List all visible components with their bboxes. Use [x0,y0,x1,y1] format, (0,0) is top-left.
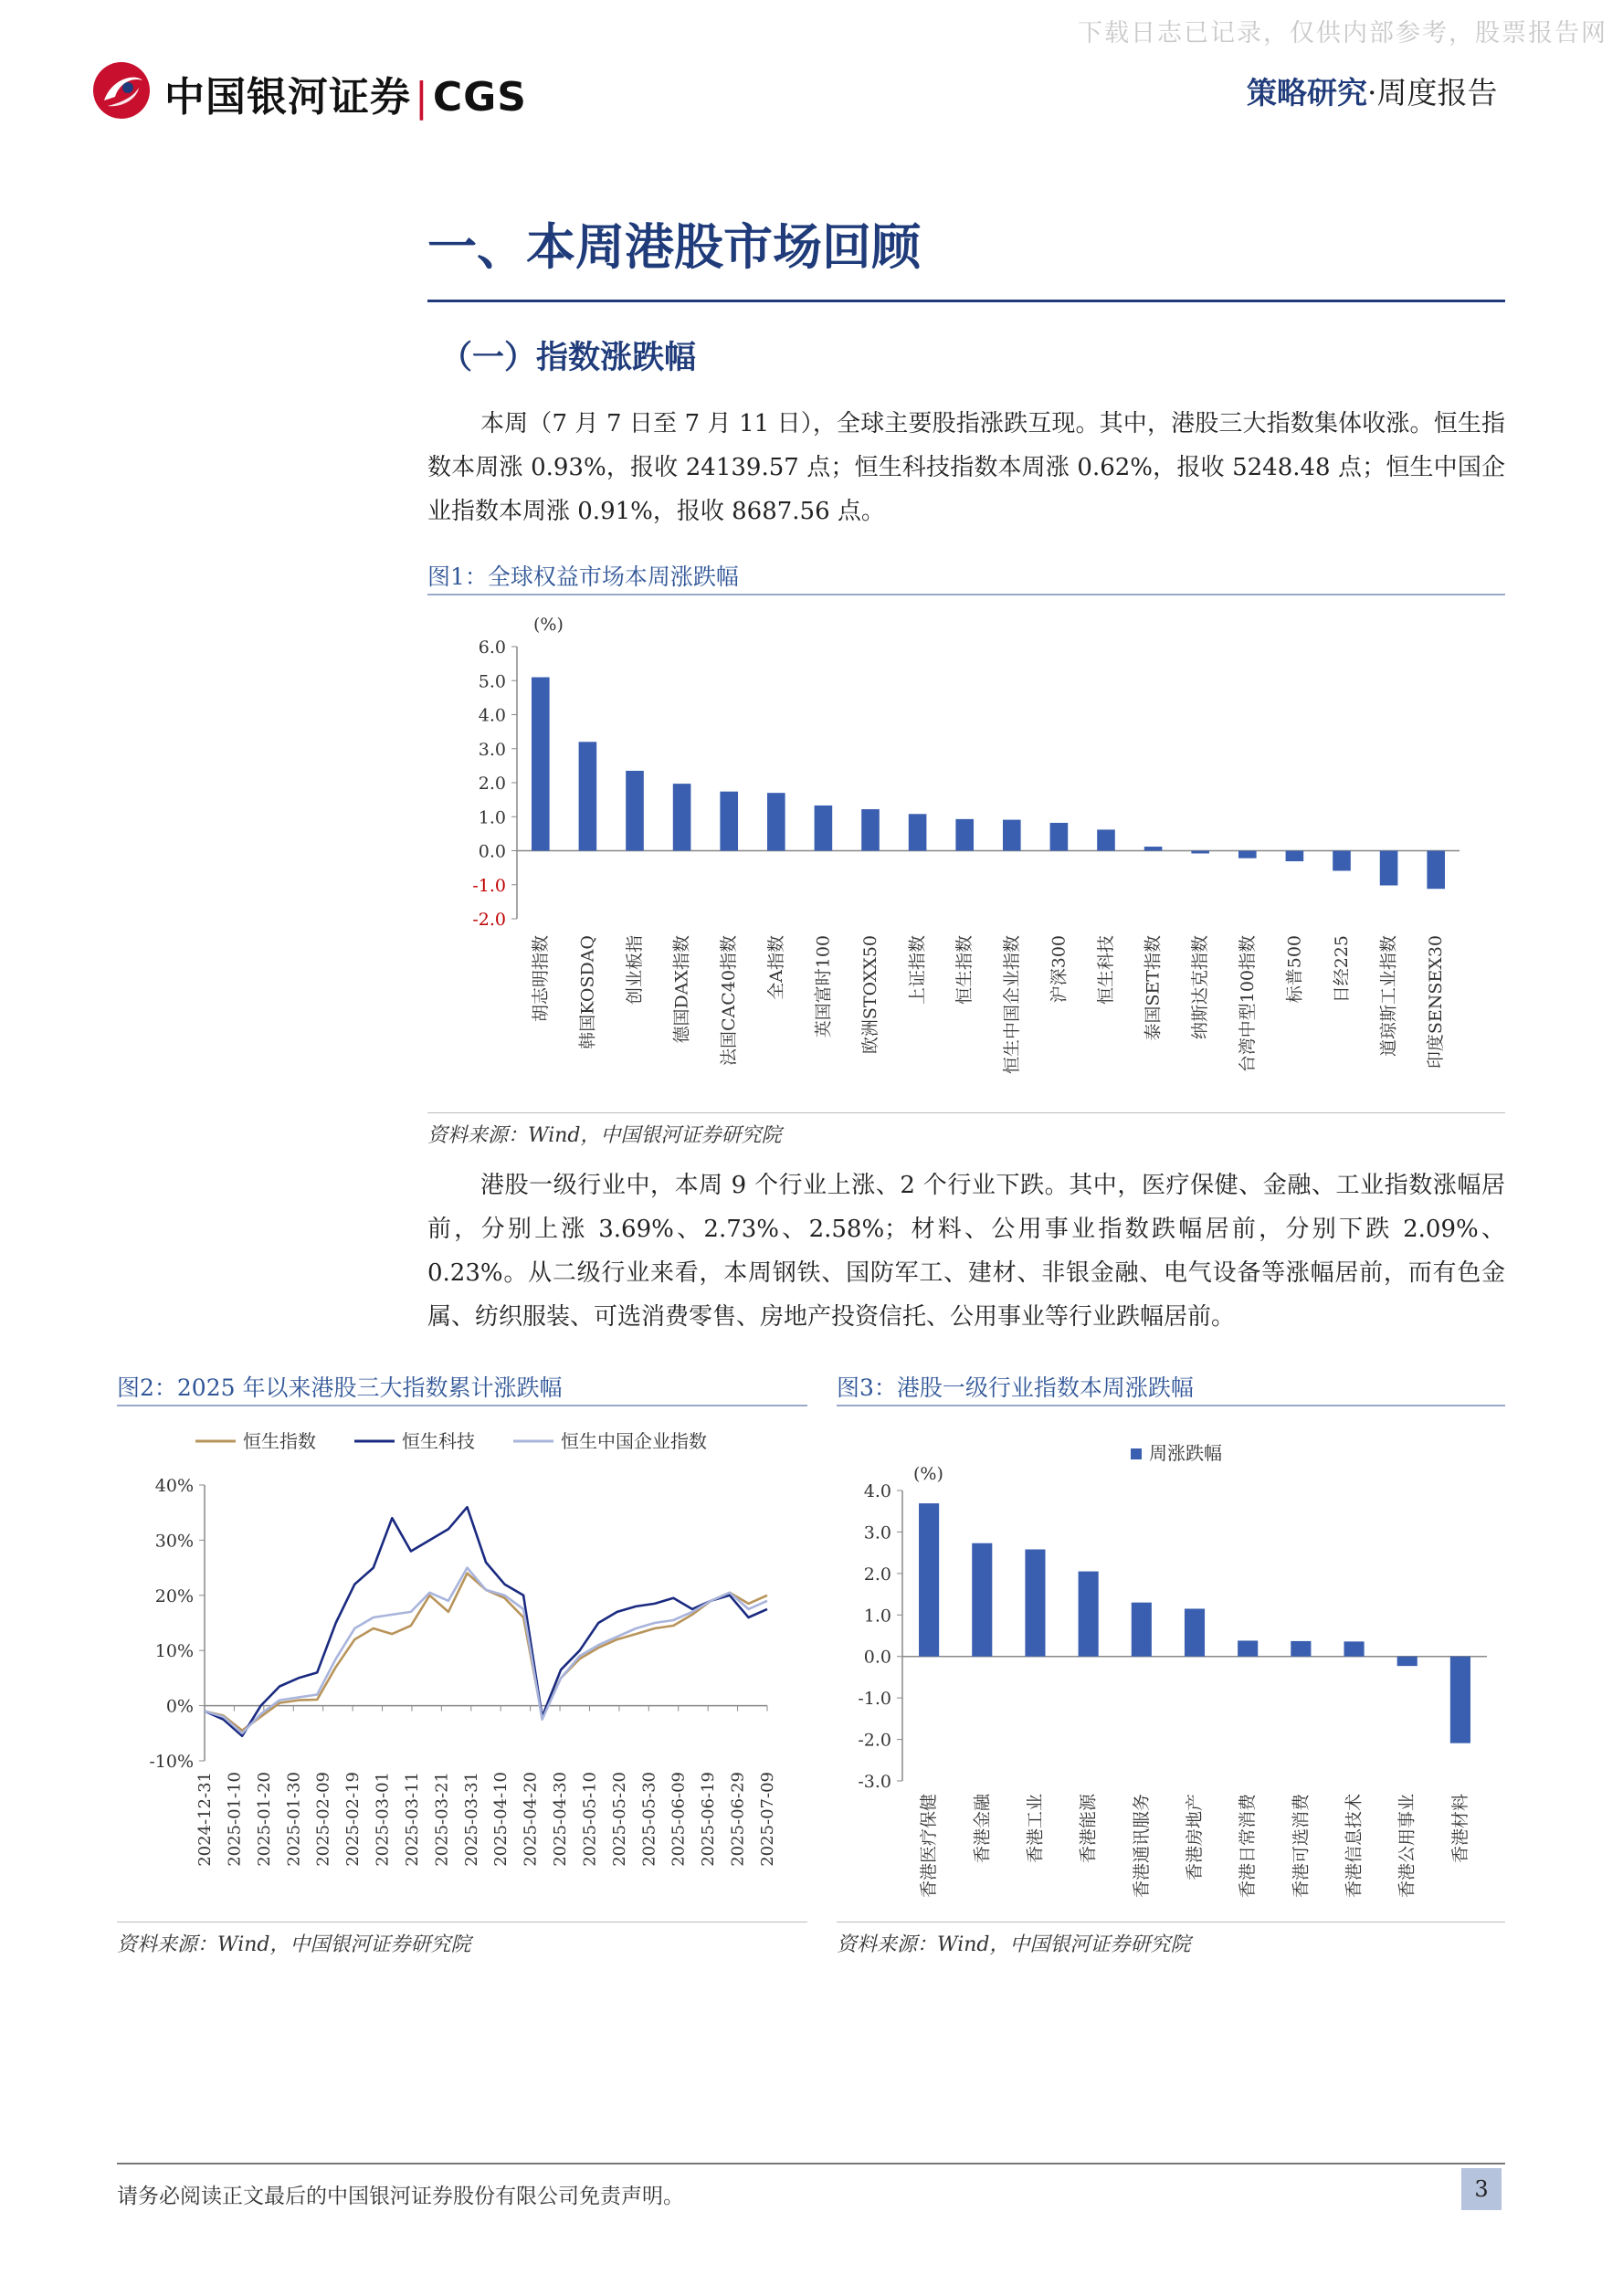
bar [1185,1608,1205,1656]
bar [815,806,833,851]
x-tick-label: 2025-02-19 [343,1772,364,1867]
x-tick-label: 2025-06-19 [699,1772,719,1867]
x-tick-label: 英国富时100 [813,935,834,1038]
x-tick-label: 香港材料 [1449,1794,1470,1864]
x-tick-label: 沪深300 [1049,935,1070,1004]
bar [1238,1640,1258,1656]
cgs-logo-icon [91,60,152,121]
x-tick-label: 创业板指 [625,935,645,1006]
x-tick-label: 2025-05-20 [609,1772,629,1867]
bar [1450,1657,1470,1743]
x-tick-label: 2025-03-01 [373,1772,393,1867]
bar [1427,851,1445,890]
legend-label: 恒生指数 [243,1430,316,1452]
legend-swatch [1131,1448,1142,1459]
report-category: 策略研究 [1247,75,1367,111]
y-tick-label: 0.0 [863,1647,891,1668]
x-tick-label: 道琼斯工业指数 [1378,935,1399,1058]
x-tick-label: 恒生科技 [1096,935,1116,1006]
figure-3-source: 资料来源：Wind，中国银河证券研究院 [837,1933,1191,1956]
y-tick-label: 3.0 [863,1522,891,1543]
bar [972,1543,992,1657]
figure-1-caption: 图1：全球权益市场本周涨跌幅 [427,563,739,590]
x-tick-label: 韩国KOSDAQ [577,935,598,1049]
x-tick-label: 2025-04-10 [491,1772,511,1867]
y-tick-label: -1.0 [858,1689,891,1710]
figure-1-bottom-rule [427,1112,1505,1113]
y-unit-label: (%) [533,615,564,635]
y-tick-label: 40% [154,1476,194,1496]
report-doc-type: ·周度报告 [1367,75,1498,111]
figure-3-caption: 图3：港股一级行业指数本周涨跌幅 [837,1374,1194,1401]
global-equity-weekly-chart [427,603,1505,1114]
x-tick-label: 2025-05-10 [580,1772,600,1867]
hk-index-cumulative-chart [117,1414,807,1925]
bar [720,792,738,851]
y-tick-label: 10% [154,1641,194,1662]
x-tick-label: 全A指数 [765,935,786,1000]
footer-disclaimer: 请务必阅读正文最后的中国银河证券股份有限公司免责声明。 [117,2185,684,2208]
y-tick-label: -3.0 [858,1772,891,1792]
x-tick-label: 2025-01-30 [284,1772,304,1867]
x-tick-label: 法国CAC40指数 [719,935,740,1066]
x-tick-label: 2025-04-30 [551,1772,571,1867]
bar [1144,847,1163,850]
x-tick-label: 香港房地产 [1185,1794,1205,1881]
bar [1291,1641,1311,1657]
figure-1-rule [427,594,1505,595]
y-tick-label: 2.0 [478,774,506,794]
y-tick-label: 4.0 [478,705,506,726]
brand-name [164,64,527,122]
x-tick-label: 恒生中国企业指数 [1001,935,1022,1075]
figure-2-rule [117,1405,807,1406]
y-tick-label: -2.0 [472,910,506,930]
hk-industry-weekly-chart [837,1414,1505,1925]
bar [1079,1572,1099,1657]
y-tick-label: -10% [149,1752,194,1772]
x-tick-label: 纳斯达克指数 [1190,935,1211,1040]
section-title: 一、本周港股市场回顾 [427,217,921,276]
x-tick-label: 香港信息技术 [1344,1794,1365,1899]
bar [1397,1657,1417,1666]
x-tick-label: 胡志明指数 [530,935,551,1023]
bar [532,678,550,851]
legend-label: 恒生中国企业指数 [561,1430,707,1452]
x-tick-label: 日经225 [1332,935,1352,1004]
watermark: 下载日志已记录，仅供内部参考，股票报告网 [1078,19,1607,47]
bar [1003,820,1021,851]
y-tick-label: 6.0 [478,637,506,658]
figure-2-caption: 图2：2025 年以来港股三大指数累计涨跌幅 [117,1374,563,1401]
y-tick-label: 20% [154,1585,194,1606]
x-tick-label: 2025-06-09 [669,1772,689,1867]
bar [1344,1641,1364,1656]
bar [861,809,880,850]
x-tick-label: 欧洲STOXX50 [860,935,880,1055]
y-tick-label: 1.0 [478,807,506,828]
section-divider [427,300,1505,302]
x-tick-label: 恒生指数 [954,935,975,1006]
y-tick-label: -2.0 [858,1730,891,1751]
x-tick-label: 台湾中型100指数 [1237,935,1258,1073]
y-unit-label: (%) [913,1464,943,1484]
page-number: 3 [1461,2168,1502,2210]
legend-label: 恒生科技 [402,1430,475,1452]
x-tick-label: 2025-04-20 [521,1772,541,1867]
subsection-title: （一）指数涨跌幅 [440,339,697,376]
y-tick-label: 4.0 [863,1481,891,1501]
figure-1-source: 资料来源：Wind，中国银河证券研究院 [427,1124,782,1147]
bar [1238,851,1257,858]
bar [579,742,597,850]
bar [909,814,927,850]
x-tick-label: 香港工业 [1025,1794,1046,1864]
x-tick-label: 2025-03-31 [461,1772,481,1867]
series-line [205,1568,767,1733]
footer-divider [117,2163,1505,2164]
bar [673,784,691,850]
x-tick-label: 香港可选消费 [1291,1794,1312,1899]
paragraph-index-summary: 本周（7 月 7 日至 7 月 11 日），全球主要股指涨跌互现。其中，港股三大指数集体收涨。恒生指数本周涨 0.93%，报收 24139.57 点；恒生科技指数本周涨 0.62%，报收 5248.48 点；恒生中国企业指数本周涨 0.91%，报收 8687.56 点。 [427,410,1505,525]
bar [955,819,974,851]
y-tick-label: 30% [154,1531,194,1552]
bar [919,1503,939,1657]
x-tick-label: 2025-03-21 [432,1772,452,1867]
bar [1097,829,1115,850]
x-tick-label: 2025-06-29 [728,1772,748,1867]
x-tick-label: 2025-02-09 [313,1772,333,1867]
x-tick-label: 2025-01-20 [254,1772,274,1867]
bar [1025,1550,1045,1657]
figure-3-rule [837,1405,1505,1406]
x-tick-label: 泰国SET指数 [1143,935,1164,1041]
y-tick-label: -1.0 [472,875,506,896]
x-tick-label: 2025-05-30 [639,1772,659,1867]
x-tick-label: 香港金融 [972,1794,993,1864]
x-tick-label: 香港能源 [1078,1794,1099,1864]
x-tick-label: 香港医疗保健 [919,1794,940,1899]
x-tick-label: 标普500 [1284,935,1305,1004]
x-tick-label: 2025-01-10 [225,1772,245,1867]
y-tick-label: 0% [165,1696,194,1717]
x-tick-label: 德国DAX指数 [671,935,692,1044]
bar [767,793,785,850]
x-tick-label: 2024-12-31 [195,1772,215,1867]
figure-2-source: 资料来源：Wind，中国银河证券研究院 [117,1933,471,1956]
series-line [205,1574,767,1731]
bar [1191,851,1209,854]
y-tick-label: 1.0 [863,1606,891,1627]
brand-name-cn: 中国银河证券 [164,74,411,121]
bar [1050,823,1069,851]
x-tick-label: 香港通讯服务 [1131,1794,1152,1899]
y-tick-label: 3.0 [478,739,506,760]
brand-name-en: CGS [432,74,527,121]
legend-label: 周涨跌幅 [1149,1442,1222,1464]
x-tick-label: 2025-07-09 [758,1772,777,1867]
y-tick-label: 5.0 [478,671,506,692]
report-type [1247,69,1498,112]
bar [1286,851,1304,862]
y-tick-label: 0.0 [478,841,506,862]
y-tick-label: 2.0 [863,1564,891,1585]
x-tick-label: 2025-03-11 [402,1772,422,1867]
paragraph-industry-summary: 港股一级行业中，本周 9 个行业上涨、2 个行业下跌。其中，医疗保健、金融、工业指数涨幅居前，分别上涨 3.69%、2.73%、2.58%；材料、公用事业指数跌幅居前，分别下跌 2.09%、0.23%。从二级行业来看，本周钢铁、国防军工、建材、非银金融、电气设备等涨幅居前，而有色金属、纺织服装、可选消费零售、房地产投资信托、公用事业等行业跌幅居前。 [427,1172,1505,1331]
x-tick-label: 香港公用事业 [1396,1794,1417,1899]
bar [1132,1603,1152,1657]
brand-separator: | [415,74,429,121]
x-tick-label: 香港日常消费 [1238,1794,1259,1899]
x-tick-label: 印度SENSEX30 [1426,935,1447,1069]
x-tick-label: 上证指数 [907,935,928,1006]
bar [1380,851,1398,886]
bar [1333,851,1351,871]
bar [626,771,644,851]
